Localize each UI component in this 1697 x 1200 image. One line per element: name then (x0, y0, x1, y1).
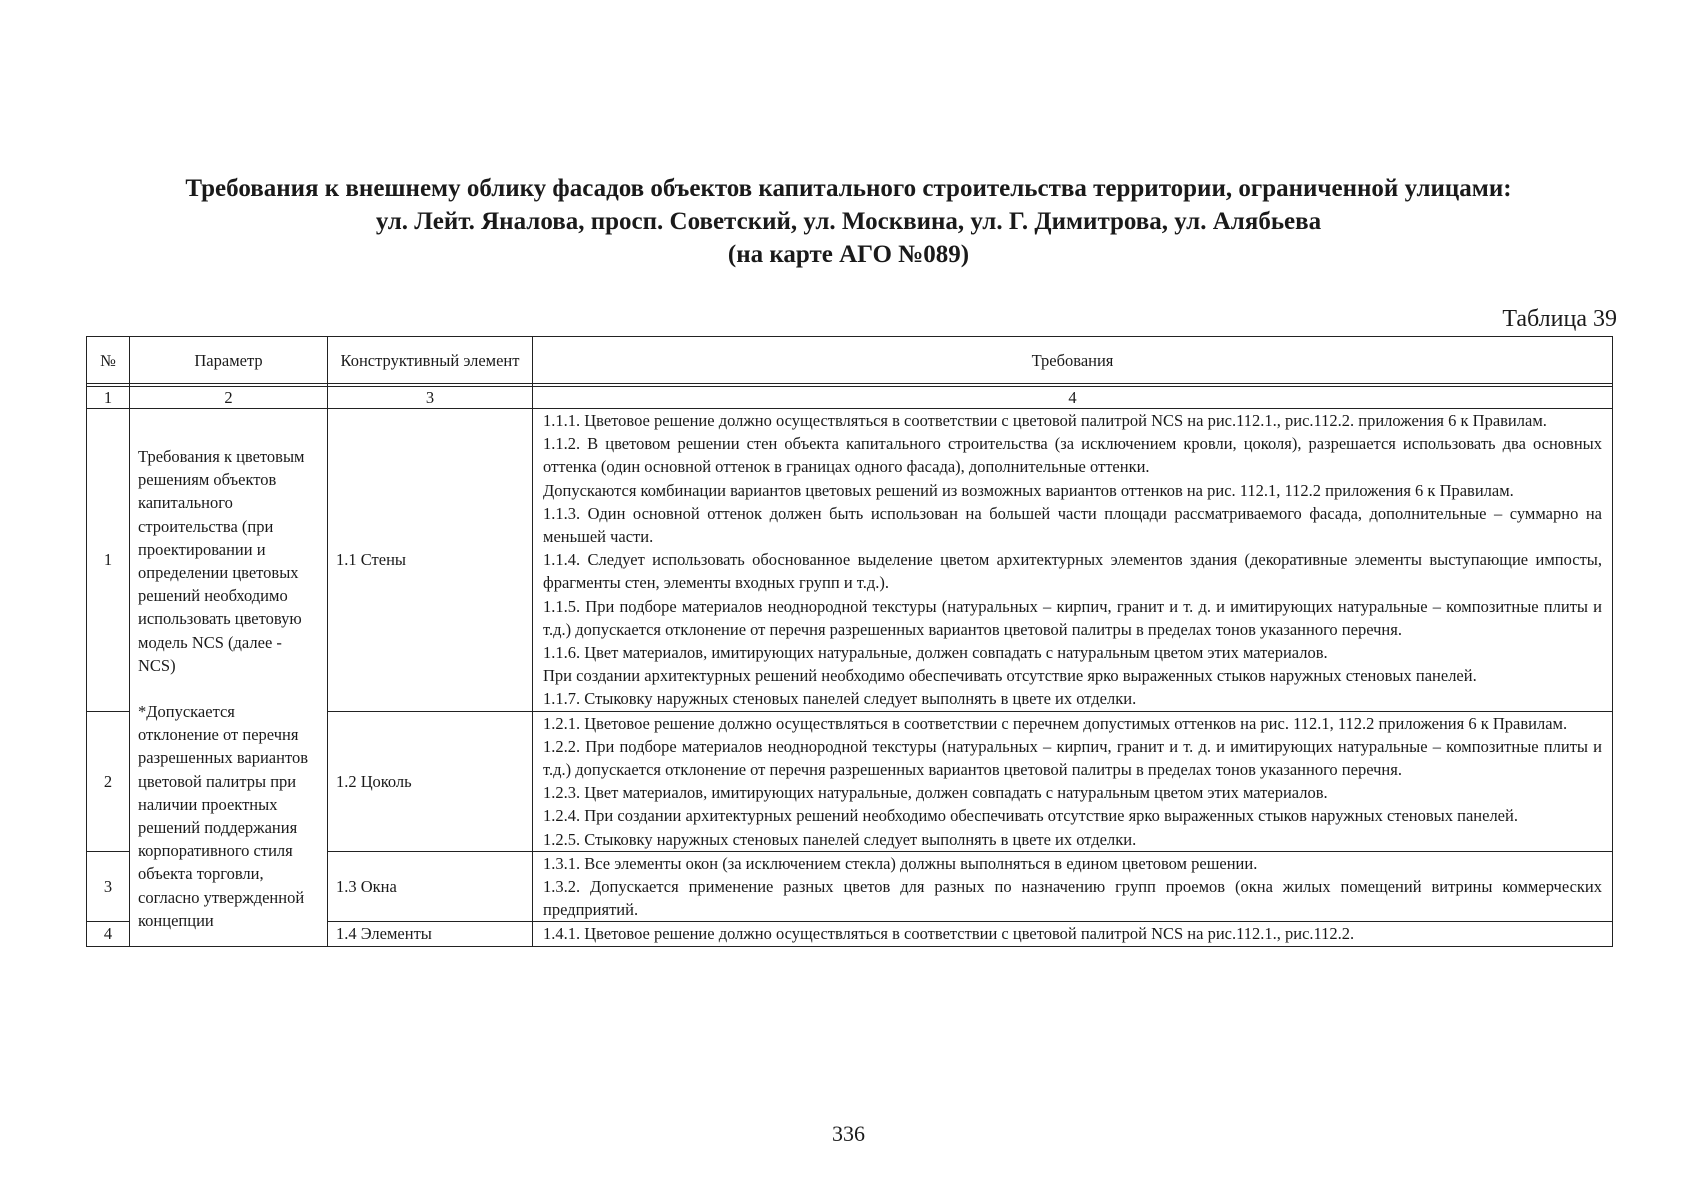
element-cell: 1.4 Элементы (328, 922, 533, 946)
requirements-table (86, 336, 1613, 947)
requirement-item: 1.2.2. При подборе материалов неоднородной текстуры (натуральных – кирпич, гранит и т. д. и имитирующих натуральные – композитные плиты и т.д.) допускается отклонение от перечня разрешенных вариантов цветовой палитры в пределах тонов указанного перечня. (543, 736, 1602, 780)
table-header-row (87, 337, 1613, 384)
requirement-item: Допускаются комбинации вариантов цветовых решений из возможных вариантов оттенков на рис. 112.1, 112.2 приложения 6 к Правилам. (543, 480, 1514, 500)
column-number-cell: 1 (87, 387, 130, 409)
column-number-cell: 3 (328, 387, 533, 409)
requirements-cell (533, 922, 1613, 946)
requirement-item: При создании архитектурных решений необходимо обеспечивать отсутствие ярко выраженных стыков наружных стеновых панелей. (543, 666, 1477, 686)
parameter-text: Требования к цветовым решениям объектов капитального строительства (при проектировании и определении цветовых решений необходимо использовать цветовую модель NCS (далее - NCS) (138, 447, 305, 675)
row-number: 3 (87, 851, 130, 922)
requirement-item: 1.1.1. Цветовое решение должно осуществляться в соответствии с цветовой палитрой NCS на рис.112.1., рис.112.2. приложения 6 к Правилам. (543, 411, 1547, 430)
title-line-3: (на карте АГО №089) (727, 241, 970, 268)
element-cell: 1.1 Стены (328, 409, 533, 712)
requirement-item: 1.3.1. Все элементы окон (за исключением стекла) должны выполняться в едином цветовом решении. (543, 853, 1258, 873)
table-row (87, 409, 1613, 712)
element-cell: 1.3 Окна (328, 851, 533, 922)
header-cell-element: Конструктивный элемент (328, 337, 533, 384)
requirement-item: 1.2.1. Цветовое решение должно осуществляться в соответствии с перечнем допустимых оттенков на рис. 112.1, 112.2 приложения 6 к Правилам. (543, 713, 1568, 733)
requirement-item: 1.1.6. Цвет материалов, имитирующих натуральные, должен совпадать с натуральным цветом этих материалов. (543, 643, 1328, 663)
column-number-cell: 2 (130, 387, 328, 409)
requirement-item: 1.3.2. Допускается применение разных цветов для разных по назначению групп проемов (окна жилых помещений витрины коммерческих предприятий. (543, 877, 1602, 920)
header-cell-number: № (87, 337, 130, 384)
parameter-cell (130, 409, 328, 947)
requirement-item: 1.2.4. При создании архитектурных решений необходимо обеспечивать отсутствие ярко выраженных стыков наружных стеновых панелей. (543, 806, 1518, 826)
requirement-item: 1.2.5. Стыковку наружных стеновых панелей следует выполнять в цвете их отделки. (543, 829, 1137, 849)
requirements-cell (533, 409, 1613, 712)
requirement-item: 1.1.2. В цветовом решении стен объекта капитального строительства (за исключением кровли, цоколя), разрешается использовать два основных оттенка (один основной оттенок в границах одного фасада), дополнительные оттенки. (543, 434, 1602, 477)
element-cell: 1.2 Цоколь (328, 711, 533, 851)
header-cell-requirements: Требования (533, 337, 1613, 384)
table-caption: Таблица 39 (1502, 306, 1617, 332)
title-line-1: Требования к внешнему облику фасадов объектов капитального строительства территории, ограниченной улицами: (185, 175, 1512, 202)
requirement-item: 1.1.7. Стыковку наружных стеновых панелей следует выполнять в цвете их отделки. (543, 689, 1137, 709)
row-number: 4 (87, 922, 130, 946)
row-number: 1 (87, 409, 130, 712)
page-number: 336 (832, 1121, 865, 1146)
parameter-note: *Допускается отклонение от перечня разрешенных вариантов цветовой палитры при наличии проектных решений поддержания корпоративного стиля объекта торговли, согласно утвержденной концепции (138, 702, 308, 930)
row-number: 2 (87, 711, 130, 851)
column-number-row (87, 387, 1613, 409)
document-title (60, 172, 1637, 271)
column-number-cell: 4 (533, 387, 1613, 409)
requirement-item: 1.4.1. Цветовое решение должно осуществляться в соответствии с цветовой палитрой NCS на рис.112.1., рис.112.2. (543, 924, 1355, 944)
header-cell-parameter: Параметр (130, 337, 328, 384)
requirement-item: 1.2.3. Цвет материалов, имитирующих натуральные, должен совпадать с натуральным цветом этих материалов. (543, 783, 1328, 803)
requirement-item: 1.1.4. Следует использовать обоснованное выделение цветом архитектурных элементов здания (декоративные элементы выступающие импосты, фрагменты стен, элементы входных групп и т.д.). (543, 550, 1602, 593)
title-line-2: ул. Лейт. Яналова, просп. Советский, ул. Москвина, ул. Г. Димитрова, ул. Алябьева (375, 208, 1322, 235)
requirement-item: 1.1.5. При подборе материалов неоднородной текстуры (натуральных – кирпич, гранит и т. д. и имитирующих натуральные – композитные плиты и т.д.) допускается отклонение от перечня разрешенных вариантов цветовой палитры в пределах тонов указанного перечня. (543, 596, 1602, 639)
requirements-cell (533, 851, 1613, 922)
requirements-cell (533, 711, 1613, 851)
requirement-item: 1.1.3. Один основной оттенок должен быть использован на большей части площади рассматриваемого фасада, дополнительные – суммарно на меньшей части. (543, 503, 1602, 547)
